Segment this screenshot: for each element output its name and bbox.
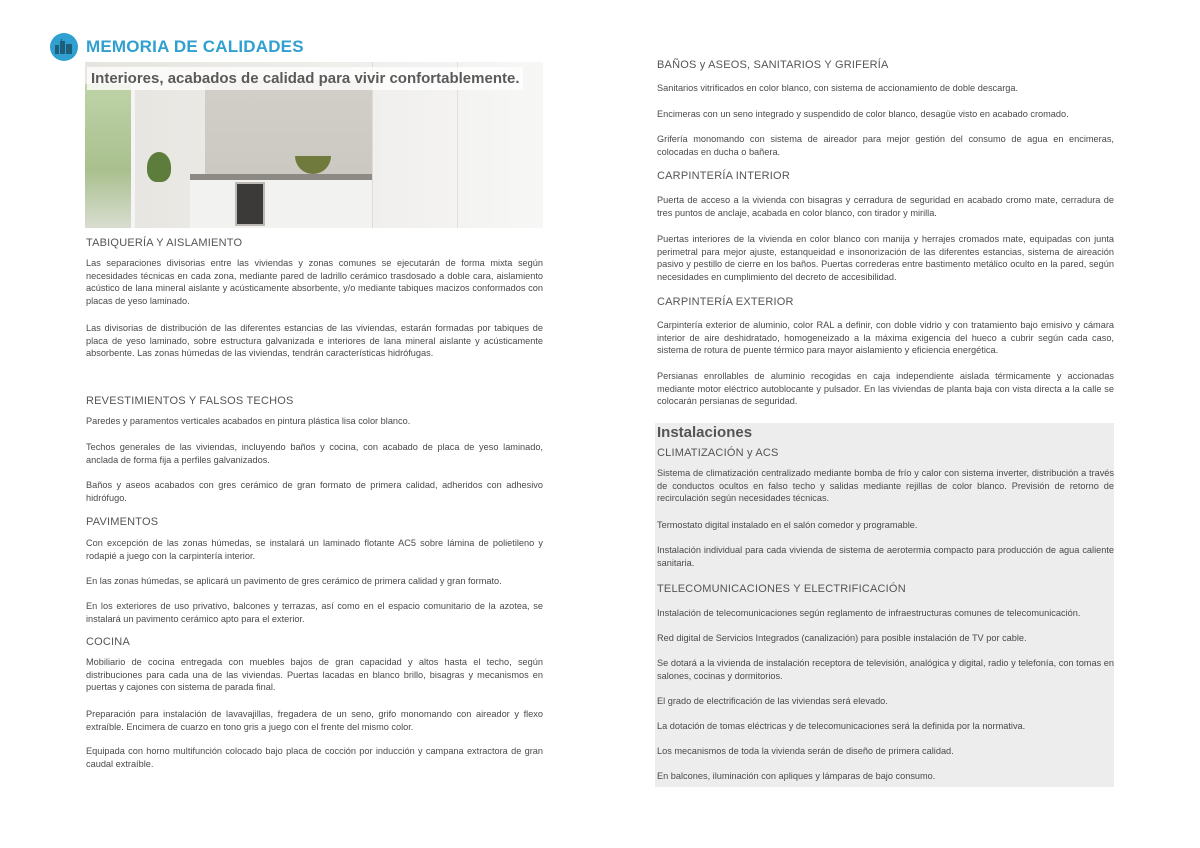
- document-title: MEMORIA DE CALIDADES: [86, 37, 304, 56]
- paragraph: En los exteriores de uso privativo, balcones y terrazas, así como en el espacio comunitario de la azotea, se instalará un pavimento cerámico apto para el exterior.: [86, 601, 543, 624]
- paragraph: Las separaciones divisorias entre las viviendas y zonas comunes se ejecutarán de forma mixta según necesidades técnicas en cada zona, mediante pared de ladrillo cerámico trasdosado a doble cara, aislamiento acústico de lana mineral aislante y acústicamente absorbente, y/o mediante tabiques macizos conformados con placas de yeso laminado.: [86, 258, 543, 306]
- paragraph: Techos generales de las viviendas, incluyendo baños y cocina, con acabado de placa de yeso laminado, anclada de forma fija a perfiles galvanizados.: [86, 442, 543, 465]
- paragraph: Baños y aseos acabados con gres cerámico de gran formato de primera calidad, adheridos con adhesivo hidrófugo.: [86, 480, 543, 503]
- instalaciones-heading: Instalaciones: [657, 424, 753, 441]
- paragraph: Mobiliario de cocina entregada con muebles bajos de gran capacidad y altos hasta el techo, según distribuciones para cada una de las viviendas. Puertas lacadas en blanco brillo, bisagras y mecanismos en puertas y cajones con sistema de parada final.: [86, 657, 543, 693]
- paragraph: Sistema de climatización centralizado mediante bomba de frío y calor con sistema inverter, distribución a través de conductos ocultos en falso techo y salidas mediante rejillas de color blanco. Previsión de retorno de recirculación según necesidades técnicas.: [657, 468, 1114, 504]
- paragraph: Las divisorias de distribución de las diferentes estancias de las viviendas, estarán formadas por tabiques de placa de yeso laminado, sobre estructura galvanizada e interiores de lana mineral aislante y acústicamente absorbente. Las zonas húmedas de las viviendas, tendrán características hidrófugas.: [86, 323, 543, 359]
- kitchen-hero-image: [85, 62, 543, 228]
- paragraph: Instalación individual para cada vivienda de sistema de aerotermia compacto para producción de agua caliente sanitaria.: [657, 545, 1114, 568]
- paragraph: Los mecanismos de toda la vivienda serán de diseño de primera calidad.: [657, 746, 954, 756]
- paragraph: En balcones, iluminación con apliques y lámparas de bajo consumo.: [657, 771, 936, 781]
- paragraph: Sanitarios vitrificados en color blanco, con sistema de accionamiento de doble descarga.: [657, 83, 1019, 93]
- section-title-carpinteria-interior: CARPINTERÍA INTERIOR: [657, 170, 790, 182]
- paragraph: Instalación de telecomunicaciones según reglamento de infraestructuras comunes de telecomunicación.: [657, 608, 1081, 618]
- paragraph: Preparación para instalación de lavavajillas, fregadera de un seno, grifo monomando con aireador y flexo extraíble. Encimera de cuarzo en tono gris a juego con el frente del mismo color.: [86, 709, 543, 732]
- section-title-carpinteria-exterior: CARPINTERÍA EXTERIOR: [657, 296, 794, 308]
- section-title-tabiqueria: TABIQUERÍA Y AISLAMIENTO: [86, 237, 243, 249]
- section-title-climatizacion: CLIMATIZACIÓN y ACS: [657, 447, 779, 459]
- paragraph: Equipada con horno multifunción colocado bajo placa de cocción por inducción y campana extractora de gran caudal extraíble.: [86, 746, 543, 769]
- paragraph: Encimeras con un seno integrado y suspendido de color blanco, desagüe visto en acabado cromado.: [657, 109, 1069, 119]
- section-title-telecomunicaciones: TELECOMUNICACIONES Y ELECTRIFICACIÓN: [657, 583, 906, 595]
- section-title-revestimientos: REVESTIMIENTOS Y FALSOS TECHOS: [86, 395, 294, 407]
- paragraph: Persianas enrollables de aluminio recogidas en caja independiente aislada térmicamente y accionadas mediante motor eléctrico autoblocante y pulsador. En las viviendas de planta baja con vista directa a la calle se colocarán persianas de seguridad.: [657, 371, 1114, 407]
- hero-caption: Interiores, acabados de calidad para vivir confortablemente.: [87, 67, 523, 90]
- section-title-banos: BAÑOS y ASEOS, SANITARIOS Y GRIFERÍA: [657, 59, 889, 71]
- paragraph: Red digital de Servicios Integrados (canalización) para posible instalación de TV por cable.: [657, 633, 1027, 643]
- paragraph: Se dotará a la vivienda de instalación receptora de televisión, analógica y digital, radio y telefonía, con tomas en salones, cocinas y dormitorios.: [657, 658, 1114, 681]
- section-title-pavimentos: PAVIMENTOS: [86, 516, 159, 528]
- paragraph: Puerta de acceso a la vivienda con bisagras y cerradura de seguridad en acabado cromo mate, cerradura de tres puntos de anclaje, acabada en color blanco, con tirador y mirilla.: [657, 195, 1114, 218]
- section-title-cocina: COCINA: [86, 636, 130, 648]
- building-logo-icon: [50, 33, 78, 61]
- paragraph: Termostato digital instalado en el salón comedor y programable.: [657, 520, 918, 530]
- paragraph: Carpintería exterior de aluminio, color RAL a definir, con doble vidrio y con tratamiento bajo emisivo y cámara interior de aire deshidratado, homogeneizado a la máxima exigencia del hueco a cubrir según cada caso, sistema de rotura de puente térmico para mayor aislamiento y eficiencia energética.: [657, 320, 1114, 356]
- paragraph: Paredes y paramentos verticales acabados en pintura plástica lisa color blanco.: [86, 416, 411, 426]
- paragraph: El grado de electrificación de las viviendas será elevado.: [657, 696, 888, 706]
- paragraph: En las zonas húmedas, se aplicará un pavimento de gres cerámico de primera calidad y gran formato.: [86, 576, 502, 586]
- paragraph: Puertas interiores de la vivienda en color blanco con manija y herrajes cromados mate, equipadas con junta perimetral para mejor ajuste, estanqueidad e insonorización de las diferentes estancias, sistema de aireación pasivo y pestillo de cierre en los baños. Puertas correderas entre bastimento metálico oculto en la pared, según necesidades en cumplimiento del decreto de accesibilidad.: [657, 234, 1114, 282]
- paragraph: Grifería monomando con sistema de aireador para mejor gestión del consumo de agua en encimeras, colocadas en ducha o bañera.: [657, 134, 1114, 157]
- paragraph: La dotación de tomas eléctricas y de telecomunicaciones será la definida por la normativa.: [657, 721, 1026, 731]
- paragraph: Con excepción de las zonas húmedas, se instalará un laminado flotante AC5 sobre lámina de polietileno y rodapié a juego con la carpintería interior.: [86, 538, 543, 561]
